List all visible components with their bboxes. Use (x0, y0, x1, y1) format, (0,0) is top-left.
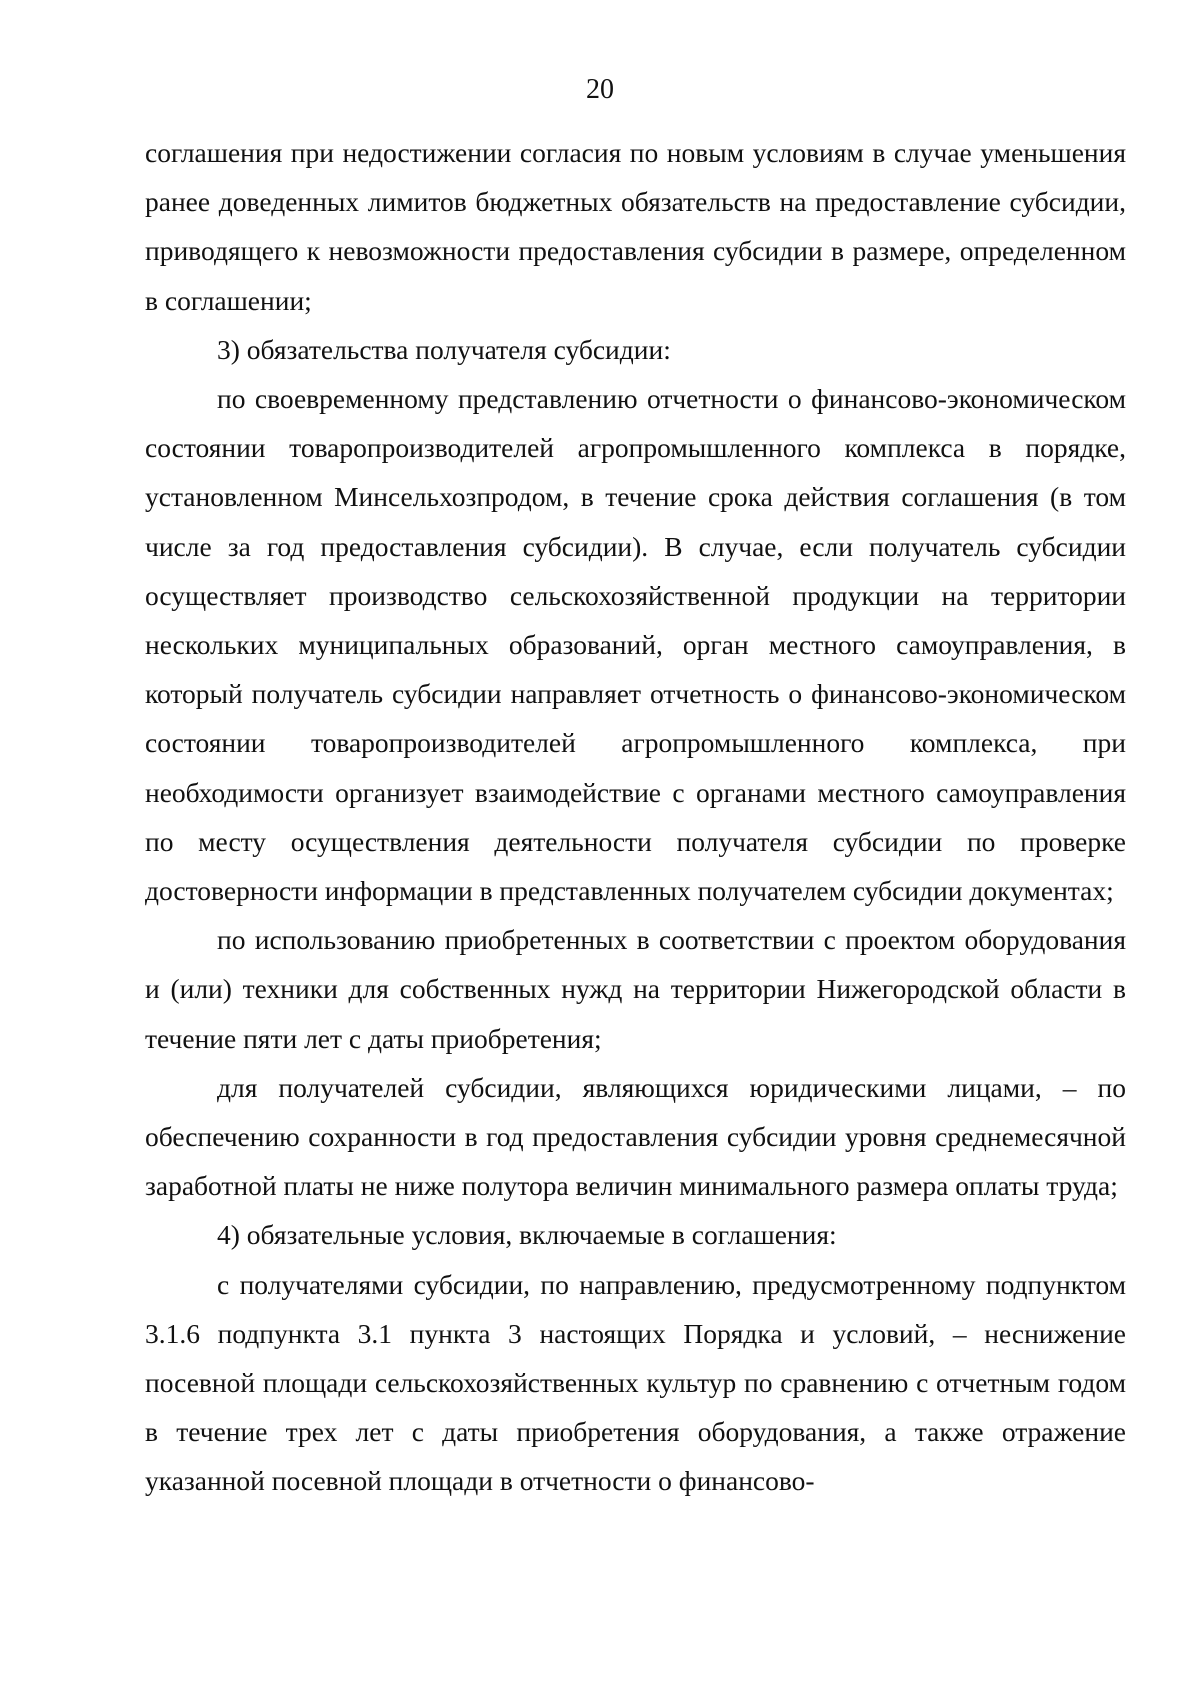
page-number: 20 (586, 74, 614, 105)
paragraph-item-4-heading: 4) обязательные условия, включаемые в соглашения: (217, 1219, 837, 1251)
document-body (145, 128, 1126, 1506)
paragraph-item-3-heading: 3) обязательства получателя субсидии: (217, 333, 671, 365)
paragraph-reporting-obligation: по своевременному представлению отчетности о финансово-экономическом состоянии товаропроизводителей агропромышленного комплекса в порядке, установленном Минсельхозпродом, в течение срока действия соглашения (в том числе за год предоставления субсидии). В случае, если получатель субсидии осуществляет производство сельскохозяйственной продукции на территории нескольких муниципальных образований, орган местного самоуправления, в который получатель субсидии направляет отчетность о финансово-экономическом состоянии товаропроизводителей агропромышленного комплекса, при необходимости организует взаимодействие с органами местного самоуправления по месту осуществления деятельности получателя субсидии по проверке достоверности информации в представленных получателем субсидии документах; (145, 383, 1126, 907)
paragraph-agreement-termination: соглашения при недостижении согласия по новым условиям в случае уменьшения ранее доведенных лимитов бюджетных обязательств на предоставление субсидии, приводящего к невозможности предоставления субсидии в размере, определенном в соглашении; (145, 137, 1126, 316)
paragraph-legal-entities-wages: для получателей субсидии, являющихся юридическими лицами, – по обеспечению сохранности в год предоставления субсидии уровня среднемесячной заработной платы не ниже полутора величин минимального размера оплаты труда; (145, 1071, 1126, 1202)
paragraph-sown-area-condition: с получателями субсидии, по направлению, предусмотренному подпунктом 3.1.6 подпункта 3.1 пункта 3 настоящих Порядка и условий, – неснижение посевной площади сельскохозяйственных культур по сравнению с отчетным годом в течение трех лет с даты приобретения оборудования, а также отражение указанной посевной площади в отчетности о финансово- (145, 1268, 1126, 1497)
paragraph-equipment-use: по использованию приобретенных в соответствии с проектом оборудования и (или) техники для собственных нужд на территории Нижегородской области в течение пяти лет с даты приобретения; (145, 924, 1126, 1054)
